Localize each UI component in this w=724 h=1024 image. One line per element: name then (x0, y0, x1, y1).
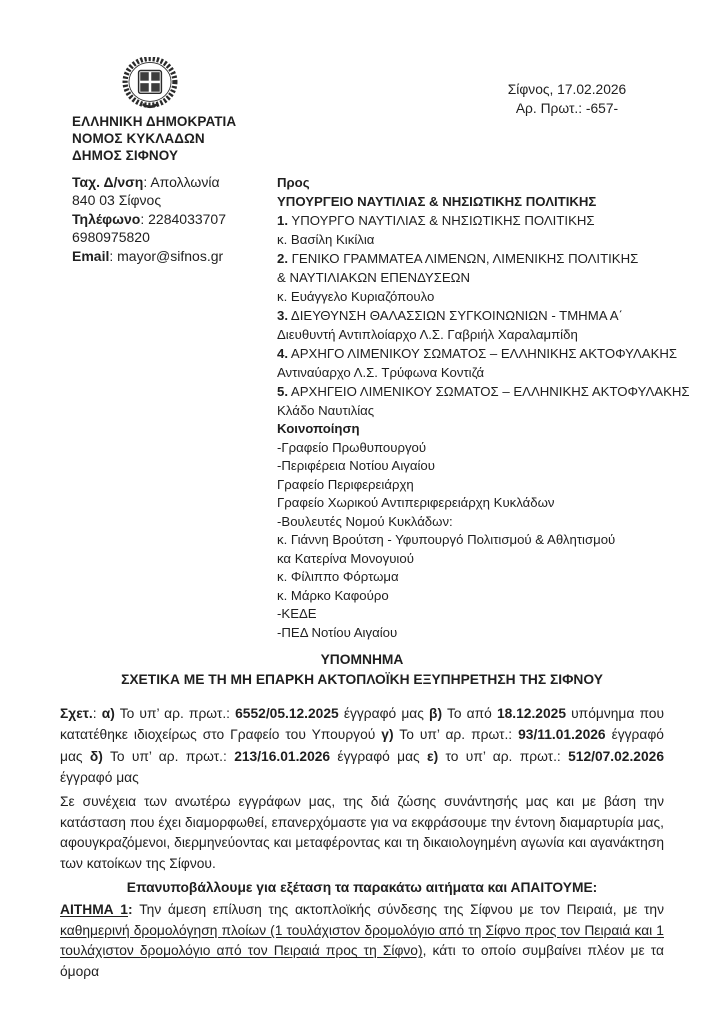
body-paragraph: Σε συνέχεια των ανωτέρω εγγράφων μας, της διά ζώσης συνάντησής μας και με βάση την κατάσταση που έχει διαμορφωθεί, επανερχόμαστε για να εκφράσουμε την έντονη διαμαρτυρία μας, αφουγκραζόμενοι, διερμηνεύοντας και μεταφέροντας και τη δικαιολογημένη αγωνία και αγανάκτηση των κατοίκων της Σίφνου. (60, 794, 664, 871)
contact-address-line: Ταχ. Δ/νση: Απολλωνία (72, 174, 220, 190)
to-label: Προς (277, 175, 310, 190)
demand-line: Επανυποβάλλουμε για εξέταση τα παρακάτω αιτήματα και ΑΠΑΙΤΟΥΜΕ: (126, 879, 598, 895)
date-line: Σίφνος, 17.02.2026 (507, 82, 627, 97)
recipient-line: Αντιναύαρχο Λ.Σ. Τρύφωνα Κοντιζά (277, 365, 485, 380)
cc-line: -Περιφέρεια Νοτίου Αιγαίου (277, 458, 435, 473)
memo-body (60, 650, 664, 983)
cc-line: -Γραφείο Πρωθυπουργού (277, 439, 427, 455)
date-protocol-block (492, 80, 642, 118)
organization-block (72, 113, 236, 164)
recipient-line: 4. ΑΡΧΗΓΟ ΛΙΜΕΝΙΚΟΥ ΣΩΜΑΤΟΣ – ΕΛΛΗΝΙΚΗΣ ΑΚΤΟΦΥΛΑΚΗΣ (277, 346, 678, 361)
cc-line: -ΠΕΔ Νοτίου Αιγαίου (277, 624, 398, 640)
recipient-line: κ. Ευάγγελο Κυριαζόπουλο (277, 289, 435, 304)
request-1-paragraph: ΑΙΤΗΜΑ 1: Την άμεση επίλυση της ακτοπλοϊκής σύνδεσης της Σίφνου με τον Πειραιά, με την καθημερινή δρομολόγηση πλοίων (1 τουλάχιστον δρομολόγιο από τη Σίφνο προς τον Πειραιά και 1 τουλάχιστον δρομολόγιο από τον Πειραιά προς τη Σίφνο), κάτι το οποίο συμβαίνει πλέον με τα όμορα (60, 902, 664, 979)
cc-line: Γραφείο Περιφερειάρχη (277, 476, 414, 492)
recipient-line: & ΝΑΥΤΙΛΙΑΚΩΝ ΕΠΕΝΔΥΣΕΩΝ (277, 270, 471, 285)
cc-line: κ. Γιάννη Βρούτση - Υφυπουργό Πολιτισμού & Αθλητισμού (277, 532, 616, 547)
recipient-line: 3. ΔΙΕΥΘΥΝΣΗ ΘΑΛΑΣΣΙΩΝ ΣΥΓΚΟΙΝΩΝΙΩΝ - ΤΜΗΜΑ Α΄ (277, 308, 623, 323)
org-line-prefecture: ΝΟΜΟΣ ΚΥΚΛΑΔΩΝ (72, 131, 205, 146)
contact-mobile-line: 6980975820 (72, 229, 150, 246)
cc-label: Κοινοποίηση (277, 421, 360, 436)
recipient-line: 1. ΥΠΟΥΡΓΟ ΝΑΥΤΙΛΙΑΣ & ΝΗΣΙΩΤΙΚΗΣ ΠΟΛΙΤΙΚΗΣ (277, 213, 595, 228)
cc-line: κα Κατερίνα Μονογυιού (277, 550, 414, 566)
recipient-line: Κλάδο Ναυτιλίας (277, 403, 375, 418)
memo-subtitle: ΣΧΕΤΙΚΑ ΜΕ ΤΗ ΜΗ ΕΠΑΡΚΗ ΑΚΤΟΠΛΟΪΚΗ ΕΞΥΠΗΡΕΤΗΣΗ ΤΗΣ ΣΙΦΝΟΥ (121, 672, 603, 687)
protocol-number-line: Αρ. Πρωτ.: -657- (515, 101, 619, 116)
org-line-republic: ΕΛΛΗΝΙΚΗ ΔΗΜΟΚΡΑΤΙΑ (72, 114, 237, 129)
contact-postal-line: 840 03 Σίφνος (72, 192, 162, 209)
recipient-line: 5. ΑΡΧΗΓΕΙΟ ΛΙΜΕΝΙΚΟΥ ΣΩΜΑΤΟΣ – ΕΛΛΗΝΙΚΗΣ ΑΚΤΟΦΥΛΑΚΗΣ (277, 384, 690, 399)
to-organization: ΥΠΟΥΡΓΕΙΟ ΝΑΥΤΙΛΙΑΣ & ΝΗΣΙΩΤΙΚΗΣ ΠΟΛΙΤΙΚΗΣ (277, 194, 597, 209)
greek-coat-of-arms-icon (122, 57, 178, 116)
recipient-line: κ. Βασίλη Κικίλια (277, 232, 375, 247)
recipient-line: Διευθυντή Αντιπλοίαρχο Λ.Σ. Γαβριήλ Χαραλαμπίδη (277, 327, 578, 342)
cc-line: κ. Μάρκο Καφούρο (277, 587, 389, 603)
memo-title: ΥΠΟΜΝΗΜΑ (320, 652, 404, 667)
contact-email-line: Email: mayor@sifnos.gr (72, 247, 224, 264)
contact-block (72, 173, 226, 265)
cc-line: κ. Φίλιππο Φόρτωμα (277, 569, 399, 584)
recipient-line: 2. ΓΕΝΙΚΟ ΓΡΑΜΜΑΤΕΑ ΛΙΜΕΝΩΝ, ΛΙΜΕΝΙΚΗΣ ΠΟΛΙΤΙΚΗΣ (277, 251, 639, 266)
org-line-municipality: ΔΗΜΟΣ ΣΙΦΝΟΥ (72, 148, 179, 163)
cc-line: -Βουλευτές Νομού Κυκλάδων: (277, 513, 453, 529)
recipients-block (277, 173, 707, 642)
references-paragraph: Σχετ.: α) Το υπ’ αρ. πρωτ.: 6552/05.12.2025 έγγραφό μας β) Το από 18.12.2025 υπόμνημα που κατατέθηκε ιδιοχείρως στο Γραφείο του Υπουργού γ) Το υπ’ αρ. πρωτ.: 93/11.01.2026 έγγραφό μας δ) Το υπ’ αρ. πρωτ.: 213/16.01.2026 έγγραφό μας ε) το υπ’ αρ. πρωτ.: 512/07.02.2026 έγγραφό μας (60, 706, 664, 785)
cc-line: Γραφείο Χωρικού Αντιπεριφερειάρχη Κυκλάδων (277, 495, 555, 510)
cc-line: -ΚΕΔΕ (277, 606, 317, 621)
cc-block (277, 420, 707, 642)
contact-phone-line: Τηλέφωνο: 2284033707 (72, 210, 226, 227)
